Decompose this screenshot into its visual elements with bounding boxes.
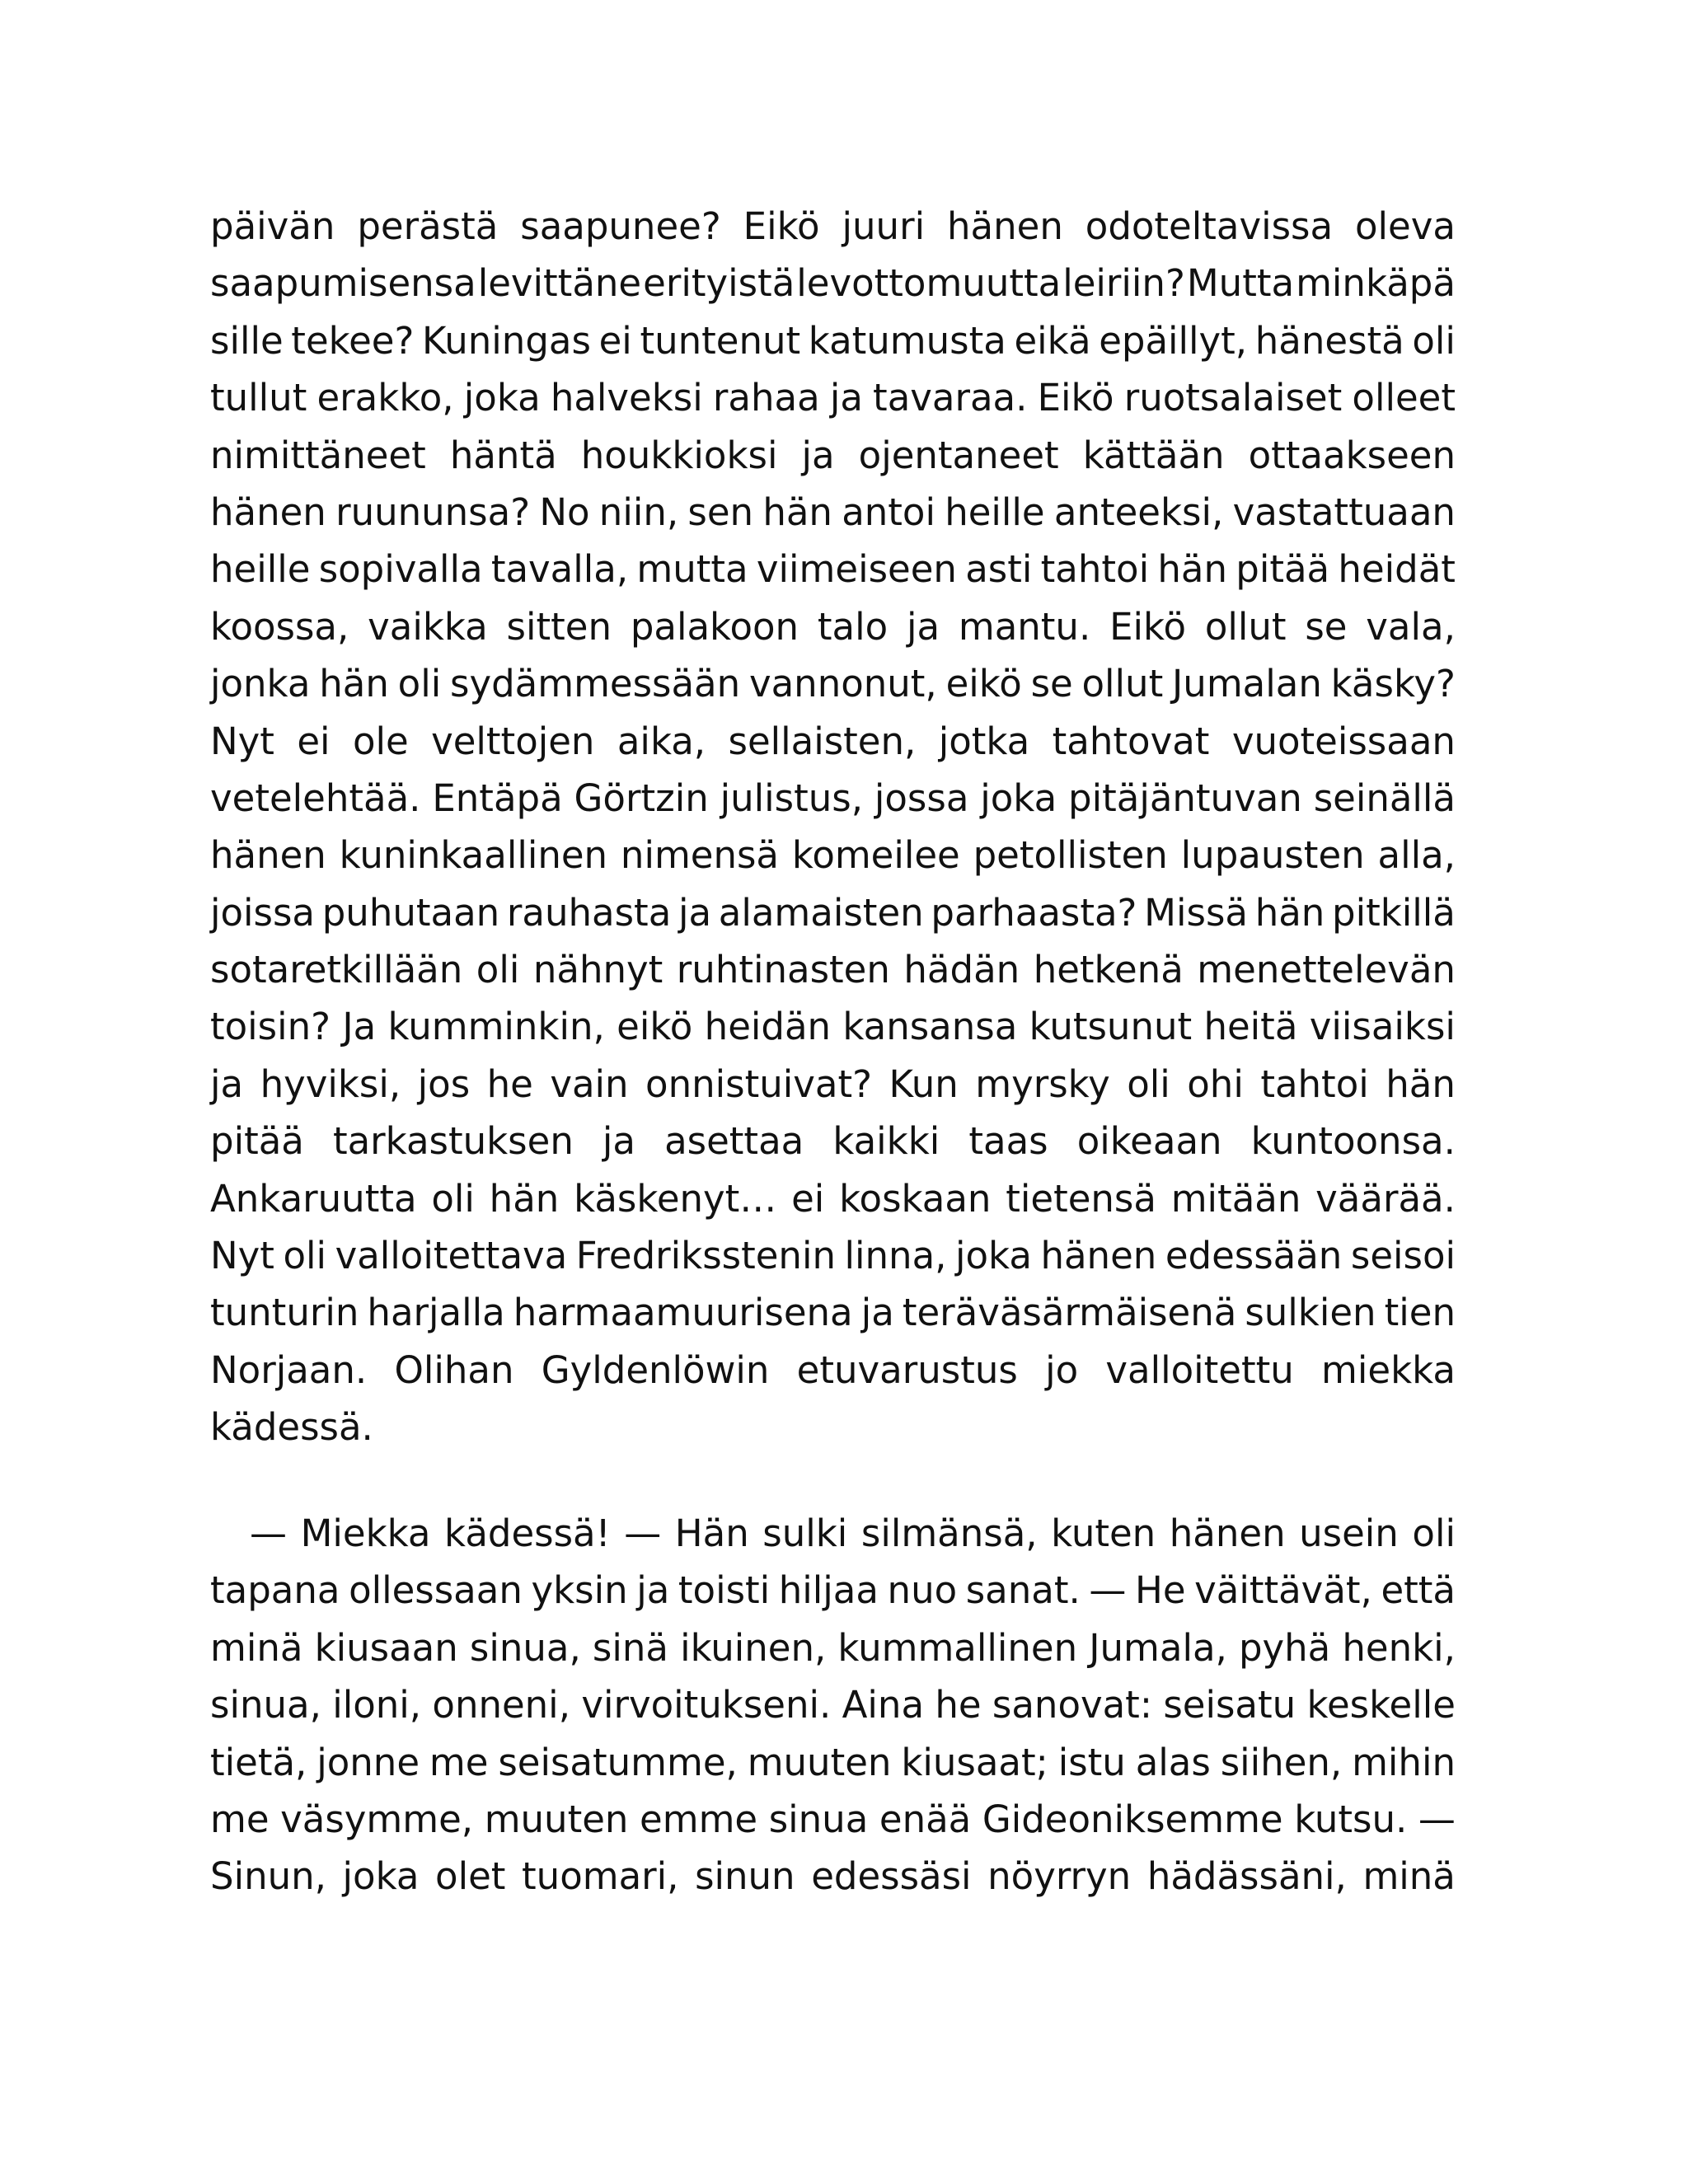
word: levottomuutta bbox=[796, 261, 1062, 306]
paragraph-2 bbox=[210, 1505, 1456, 1905]
word: — bbox=[250, 1511, 287, 1555]
word: sinun bbox=[695, 1854, 795, 1899]
word: seisoi bbox=[1350, 1234, 1456, 1278]
word: ei bbox=[297, 719, 331, 763]
paragraph-1 bbox=[210, 198, 1456, 1456]
word: ei bbox=[791, 1176, 825, 1221]
word: anteeksi, bbox=[1053, 490, 1224, 534]
word: ole bbox=[352, 719, 409, 763]
word: aika, bbox=[617, 719, 706, 763]
word: saapunee? bbox=[520, 204, 721, 248]
word: sanat. bbox=[965, 1568, 1081, 1613]
word: nimensä bbox=[620, 833, 780, 878]
word: kiusaat; bbox=[901, 1740, 1048, 1784]
word: ja bbox=[829, 376, 863, 420]
word: — bbox=[1089, 1568, 1127, 1613]
word: kuninkaallinen bbox=[339, 833, 608, 878]
word: juuri bbox=[842, 204, 926, 248]
word: tunturin bbox=[210, 1291, 359, 1335]
text-line bbox=[210, 884, 1456, 941]
word: mutta bbox=[636, 547, 748, 592]
word: emme bbox=[640, 1797, 758, 1841]
word: Jumala, bbox=[1089, 1625, 1227, 1670]
text-line bbox=[210, 1056, 1456, 1113]
word: ollessaan bbox=[349, 1568, 523, 1613]
text-line bbox=[210, 312, 1456, 369]
word: väittävät, bbox=[1194, 1568, 1372, 1613]
word: pitkillä bbox=[1332, 890, 1456, 935]
word: nähnyt bbox=[532, 948, 663, 992]
word: muuten bbox=[484, 1797, 629, 1841]
word: ja bbox=[602, 1119, 635, 1164]
word: heitä bbox=[1203, 1005, 1298, 1049]
word: linna, bbox=[844, 1234, 947, 1278]
word: tarkastuksen bbox=[332, 1119, 574, 1164]
word: levittäne bbox=[477, 261, 642, 306]
text-line bbox=[210, 827, 1456, 883]
word: silmänsä, bbox=[860, 1511, 1038, 1555]
word: hän bbox=[1157, 547, 1227, 592]
word: eikä bbox=[1014, 318, 1091, 363]
word: ja bbox=[860, 1291, 894, 1335]
word: katumusta bbox=[808, 318, 1006, 363]
word: No bbox=[539, 490, 590, 534]
word: perästä bbox=[357, 204, 499, 248]
word: alas bbox=[1135, 1740, 1211, 1784]
word: eikö bbox=[945, 662, 1022, 706]
word: parhaasta? bbox=[931, 890, 1137, 935]
word: joka bbox=[342, 1854, 420, 1899]
word: sinua bbox=[768, 1797, 869, 1841]
word: harmaamuurisena bbox=[513, 1291, 853, 1335]
word: hän bbox=[1386, 1062, 1456, 1106]
word: joka bbox=[955, 1234, 1032, 1278]
word: sopivalla bbox=[318, 547, 483, 592]
word: jonne bbox=[316, 1740, 420, 1784]
word: hän bbox=[762, 490, 832, 534]
text-line bbox=[210, 1562, 1456, 1619]
word: valloitettava bbox=[335, 1234, 568, 1278]
word: Nyt bbox=[210, 719, 274, 763]
word: Jumalan bbox=[1172, 662, 1322, 706]
word: me bbox=[210, 1797, 270, 1841]
word: toisin? bbox=[210, 1005, 331, 1049]
word: hädässäni, bbox=[1146, 1854, 1347, 1899]
word: ollut bbox=[1204, 604, 1287, 649]
word: väsymme, bbox=[280, 1797, 474, 1841]
word: se bbox=[1305, 604, 1348, 649]
word: istu bbox=[1057, 1740, 1126, 1784]
word: Miekka bbox=[300, 1511, 431, 1555]
word: antoi bbox=[842, 490, 935, 534]
word: Gideoniksemme bbox=[982, 1797, 1283, 1841]
word: edessäsi bbox=[811, 1854, 972, 1899]
word: joka bbox=[463, 376, 541, 420]
word: tietä, bbox=[210, 1740, 307, 1784]
word: koossa, bbox=[210, 604, 349, 649]
word: harjalla bbox=[367, 1291, 505, 1335]
word: hänen bbox=[947, 204, 1063, 248]
word: muuten bbox=[747, 1740, 892, 1784]
word: sinua, bbox=[210, 1683, 321, 1727]
word: houkkioksi bbox=[580, 433, 778, 477]
word: sinä bbox=[592, 1625, 668, 1670]
word: hän bbox=[489, 1176, 560, 1221]
word: Ankaruutta bbox=[210, 1176, 417, 1221]
word: usein bbox=[1299, 1511, 1399, 1555]
word: Missä bbox=[1144, 890, 1248, 935]
text-line bbox=[210, 941, 1456, 998]
word: sitten bbox=[506, 604, 612, 649]
word: sulkien bbox=[1245, 1291, 1376, 1335]
word: jotka bbox=[938, 719, 1030, 763]
word: jo bbox=[1045, 1347, 1079, 1392]
word: virvoitukseni. bbox=[581, 1683, 832, 1727]
word: kummallinen bbox=[837, 1625, 1078, 1670]
word: onneni, bbox=[432, 1683, 570, 1727]
word: olleet bbox=[1352, 376, 1456, 420]
word: kutsunut bbox=[1029, 1005, 1193, 1049]
word: tien bbox=[1384, 1291, 1456, 1335]
word: sulki bbox=[762, 1511, 848, 1555]
word: me bbox=[429, 1740, 489, 1784]
word: sydämmessään bbox=[450, 662, 741, 706]
word: kädessä! bbox=[444, 1511, 611, 1555]
word: oli bbox=[1412, 1511, 1456, 1555]
word: jossa bbox=[874, 776, 969, 820]
word: Entäpä bbox=[432, 776, 563, 820]
word: leiriin? bbox=[1062, 261, 1185, 306]
word: Norjaan. bbox=[210, 1347, 368, 1392]
word: myrsky bbox=[975, 1062, 1110, 1106]
word: taas bbox=[968, 1119, 1048, 1164]
text-line bbox=[210, 484, 1456, 541]
text-line bbox=[210, 713, 1456, 770]
word: Eikö bbox=[1109, 604, 1187, 649]
word: mihin bbox=[1352, 1740, 1456, 1784]
word: tavalla, bbox=[490, 547, 629, 592]
word: — bbox=[624, 1511, 662, 1555]
word: odoteltavissa bbox=[1085, 204, 1334, 248]
word: jos bbox=[417, 1062, 471, 1106]
word: oikeaan bbox=[1076, 1119, 1222, 1164]
word: minä bbox=[1362, 1854, 1456, 1899]
word: Mutta bbox=[1186, 261, 1295, 306]
word: sanovat: bbox=[992, 1683, 1152, 1727]
word: vuoteissaan bbox=[1231, 719, 1456, 763]
word: viisaiksi bbox=[1309, 1005, 1456, 1049]
word: — bbox=[1418, 1797, 1456, 1841]
text-line bbox=[210, 1619, 1456, 1676]
word: hän bbox=[1254, 890, 1325, 935]
word: valloitettu bbox=[1105, 1347, 1294, 1392]
text-line bbox=[210, 1399, 1456, 1455]
word: Eikö bbox=[1037, 376, 1114, 420]
word: tapana bbox=[210, 1568, 340, 1613]
word: erakko, bbox=[316, 376, 454, 420]
text-line bbox=[210, 198, 1456, 255]
word: että bbox=[1381, 1568, 1456, 1613]
word: heille bbox=[210, 547, 311, 592]
word: seisatu bbox=[1163, 1683, 1296, 1727]
text-line bbox=[210, 1342, 1456, 1399]
word: Kuningas bbox=[422, 318, 591, 363]
word: joka bbox=[980, 776, 1057, 820]
word: Ja bbox=[342, 1005, 377, 1049]
word: hänen bbox=[1169, 1511, 1286, 1555]
word: kiusaan bbox=[314, 1625, 458, 1670]
word: saapumisensa bbox=[210, 261, 476, 306]
word: keskelle bbox=[1306, 1683, 1456, 1727]
word: heille bbox=[945, 490, 1045, 534]
word: vetelehtää. bbox=[210, 776, 421, 820]
text-line bbox=[210, 541, 1456, 598]
word: tahtovat bbox=[1052, 719, 1210, 763]
word: ojentaneet bbox=[858, 433, 1059, 477]
word: he bbox=[486, 1062, 533, 1106]
word: ohi bbox=[1187, 1062, 1244, 1106]
text-line bbox=[210, 255, 1456, 312]
word: He bbox=[1134, 1568, 1186, 1613]
word: ollut bbox=[1081, 662, 1164, 706]
word: nöyrryn bbox=[987, 1854, 1132, 1899]
word: pitää bbox=[1236, 547, 1330, 592]
word: kuntoonsa. bbox=[1250, 1119, 1456, 1164]
word: hänestä bbox=[1254, 318, 1404, 363]
word: he bbox=[935, 1683, 982, 1727]
word: oli bbox=[283, 1234, 327, 1278]
word: jonka bbox=[210, 662, 311, 706]
text-line bbox=[210, 1170, 1456, 1227]
word: kansansa bbox=[842, 1005, 1018, 1049]
word: heidän bbox=[704, 1005, 832, 1049]
text-line bbox=[210, 655, 1456, 712]
word: oli bbox=[476, 948, 520, 992]
word: väärää. bbox=[1315, 1176, 1456, 1221]
word: tuntenut bbox=[640, 318, 801, 363]
word: iloni, bbox=[332, 1683, 422, 1727]
word: ottaakseen bbox=[1248, 433, 1456, 477]
text-line bbox=[210, 1676, 1456, 1733]
text-line bbox=[210, 1505, 1456, 1562]
word: mantu. bbox=[958, 604, 1091, 649]
word: vala, bbox=[1366, 604, 1456, 649]
word: vannonut, bbox=[748, 662, 937, 706]
word: Eikö bbox=[743, 204, 820, 248]
word: menettelevän bbox=[1197, 948, 1456, 992]
word: alla, bbox=[1377, 833, 1456, 878]
word: ja bbox=[906, 604, 940, 649]
word: tekee? bbox=[291, 318, 415, 363]
word: ikuinen, bbox=[680, 1625, 827, 1670]
word: Sinun, bbox=[210, 1854, 326, 1899]
word: kättään bbox=[1082, 433, 1225, 477]
text-line bbox=[210, 1791, 1456, 1848]
word: tavaraa. bbox=[873, 376, 1028, 420]
word: asettaa bbox=[664, 1119, 804, 1164]
word: heidät bbox=[1338, 547, 1456, 592]
word: oleva bbox=[1355, 204, 1456, 248]
word: hänen bbox=[210, 833, 326, 878]
word: hädän bbox=[903, 948, 1020, 992]
word: hetkenä bbox=[1033, 948, 1184, 992]
word: Fredriksstenin bbox=[575, 1234, 836, 1278]
word: komeilee bbox=[791, 833, 960, 878]
word: kädessä. bbox=[210, 1405, 373, 1450]
text-line bbox=[210, 998, 1456, 1055]
word: seinällä bbox=[1313, 776, 1456, 820]
word: vastattuaan bbox=[1232, 490, 1456, 534]
word: oli bbox=[397, 662, 442, 706]
word: ruhtinasten bbox=[676, 948, 890, 992]
word: onnistuivat? bbox=[645, 1062, 872, 1106]
word: se bbox=[1030, 662, 1073, 706]
word: hiljaa bbox=[778, 1568, 879, 1613]
text-line bbox=[210, 1848, 1456, 1905]
word: sotaretkillään bbox=[210, 948, 463, 992]
word: alamaisten bbox=[718, 890, 924, 935]
word: kaikki bbox=[832, 1119, 940, 1164]
word: talo bbox=[817, 604, 889, 649]
word: lupausten bbox=[1180, 833, 1365, 878]
word: sen bbox=[687, 490, 754, 534]
word: ruotsalaiset bbox=[1123, 376, 1343, 420]
word: nimittäneet bbox=[210, 433, 426, 477]
word: nuo bbox=[887, 1568, 958, 1613]
text-line bbox=[210, 1284, 1456, 1341]
word: vain bbox=[550, 1062, 629, 1106]
word: pitää bbox=[210, 1119, 304, 1164]
word: eikö bbox=[617, 1005, 693, 1049]
word: Görtzin bbox=[574, 776, 709, 820]
text-line bbox=[210, 598, 1456, 655]
word: käskenyt… bbox=[574, 1176, 777, 1221]
word: palakoon bbox=[630, 604, 799, 649]
word: Olihan bbox=[394, 1347, 514, 1392]
word: velttojen bbox=[431, 719, 595, 763]
word: edessään bbox=[1165, 1234, 1343, 1278]
word: tahtoi bbox=[1260, 1062, 1369, 1106]
word: julistus, bbox=[720, 776, 864, 820]
word: sinua, bbox=[469, 1625, 581, 1670]
word: hän bbox=[319, 662, 389, 706]
word: tullut bbox=[210, 376, 307, 420]
word: sellaisten, bbox=[728, 719, 917, 763]
word: miekka bbox=[1321, 1347, 1456, 1392]
text-line bbox=[210, 1734, 1456, 1791]
word: viimeiseen bbox=[756, 547, 957, 592]
word: hyviksi, bbox=[260, 1062, 401, 1106]
text-line bbox=[210, 427, 1456, 484]
word: seisatumme, bbox=[498, 1740, 738, 1784]
word: etuvarustus bbox=[796, 1347, 1018, 1392]
word: oli bbox=[1127, 1062, 1170, 1106]
word: Aina bbox=[842, 1683, 925, 1727]
word: koskaan bbox=[839, 1176, 992, 1221]
word: tuomari, bbox=[522, 1854, 679, 1899]
word: enää bbox=[879, 1797, 972, 1841]
word: pyhä bbox=[1238, 1625, 1331, 1670]
word: Gyldenlöwin bbox=[541, 1347, 770, 1392]
word: käsky? bbox=[1330, 662, 1456, 706]
word: minä bbox=[210, 1625, 303, 1670]
word: ja bbox=[801, 433, 835, 477]
word: vaikka bbox=[368, 604, 488, 649]
word: siihen, bbox=[1220, 1740, 1343, 1784]
word: päivän bbox=[210, 204, 335, 248]
word: sille bbox=[210, 318, 284, 363]
word: ruununsa? bbox=[335, 490, 531, 534]
text-line bbox=[210, 369, 1456, 426]
word: ja bbox=[636, 1568, 670, 1613]
word: hänen bbox=[210, 490, 326, 534]
word: asti bbox=[965, 547, 1033, 592]
word: halveksi bbox=[550, 376, 703, 420]
word: kuten bbox=[1051, 1511, 1156, 1555]
word: Kun bbox=[889, 1062, 959, 1106]
word: epäillyt, bbox=[1099, 318, 1248, 363]
word: minkäpä bbox=[1296, 261, 1456, 306]
word: toisti bbox=[678, 1568, 771, 1613]
word: pitäjäntuvan bbox=[1068, 776, 1302, 820]
word: tahtoi bbox=[1040, 547, 1150, 592]
word: ja bbox=[210, 1062, 244, 1106]
word: kutsu. bbox=[1294, 1797, 1408, 1841]
word: niin, bbox=[598, 490, 679, 534]
word: ei bbox=[598, 318, 632, 363]
word: puhutaan bbox=[321, 890, 500, 935]
word: tietensä bbox=[1006, 1176, 1156, 1221]
word: Nyt bbox=[210, 1234, 274, 1278]
word: ja bbox=[678, 890, 712, 935]
word: yksin bbox=[531, 1568, 628, 1613]
word: häntä bbox=[449, 433, 557, 477]
word: Hän bbox=[674, 1511, 749, 1555]
word: oli bbox=[1412, 318, 1456, 363]
word: rahaa bbox=[712, 376, 820, 420]
text-line bbox=[210, 1113, 1456, 1169]
text-line bbox=[210, 770, 1456, 827]
word: joissa bbox=[210, 890, 316, 935]
word: rauhasta bbox=[506, 890, 672, 935]
word: oli bbox=[431, 1176, 475, 1221]
text-line bbox=[210, 1227, 1456, 1284]
word: erityistä bbox=[643, 261, 795, 306]
word: henki, bbox=[1342, 1625, 1456, 1670]
word: hänen bbox=[1040, 1234, 1157, 1278]
word: petollisten bbox=[973, 833, 1168, 878]
word: olet bbox=[435, 1854, 506, 1899]
word: mitään bbox=[1170, 1176, 1301, 1221]
word: teräväsärmäisenä bbox=[902, 1291, 1237, 1335]
word: kumminkin, bbox=[387, 1005, 605, 1049]
